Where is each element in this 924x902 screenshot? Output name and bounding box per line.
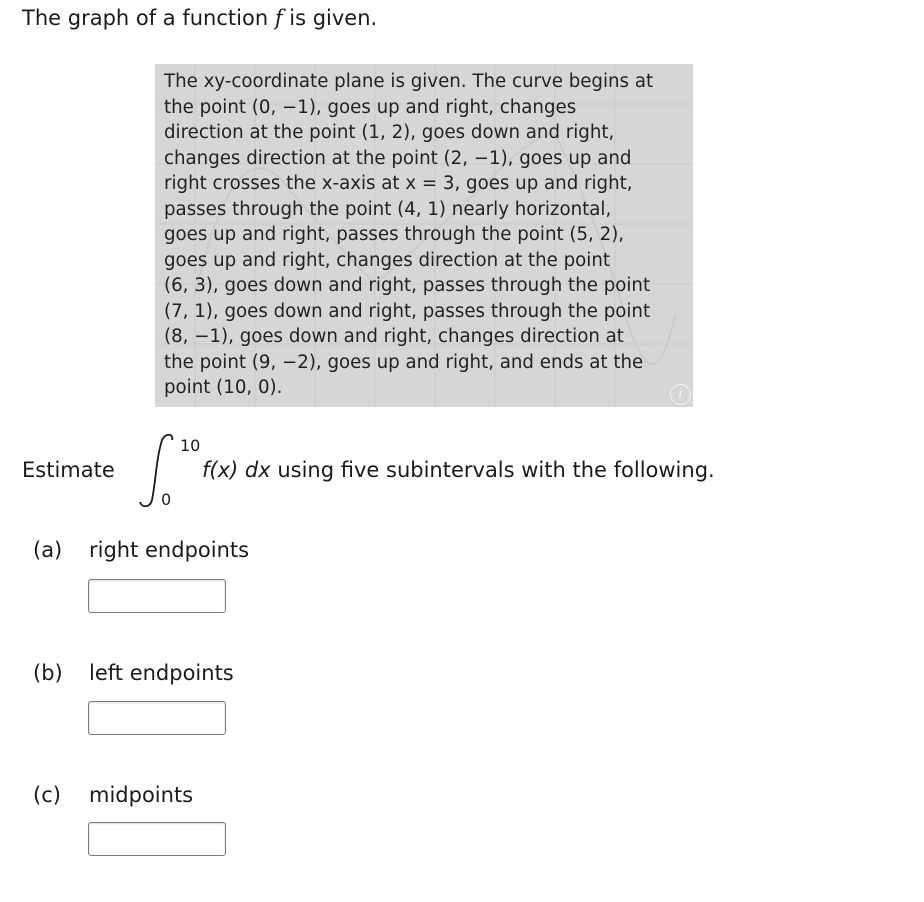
part-a-answer-input[interactable] [88, 579, 226, 613]
lower-limit: 0 [161, 490, 172, 509]
description-line: goes up and right, changes direction at the point [164, 249, 611, 271]
description-line: goes up and right, passes through the point (5, 2), [164, 224, 625, 245]
estimate-label: Estimate [22, 458, 115, 482]
description-line: (7, 1), goes down and right, passes through the point [164, 300, 651, 322]
integrand-fx: f(x) [202, 458, 239, 482]
part-a-text: right endpoints [89, 538, 250, 562]
description-line: direction at the point (1, 2), goes down and right, [164, 122, 615, 143]
intro-text: The graph of a function [22, 6, 275, 30]
intro-text-end: is given. [282, 6, 378, 30]
description-line: point (10, 0). [164, 377, 283, 398]
part-c-answer-input[interactable] [88, 822, 226, 856]
upper-limit: 10 [180, 436, 201, 455]
part-b-answer-input[interactable] [88, 701, 226, 735]
integrand [202, 458, 715, 482]
description-line: right crosses the x-axis at x = 3, goes up and right, [164, 173, 633, 194]
description-line: The xy-coordinate plane is given. The curve begins at [164, 71, 654, 92]
part-c-text: midpoints [89, 783, 194, 807]
part-b-label [33, 661, 234, 685]
part-a-label [33, 538, 249, 562]
graph-alt-text-box [155, 64, 693, 407]
integral-question [22, 430, 902, 510]
part-a-letter: (a) [33, 538, 63, 562]
question-rest: using five subintervals with the following. [270, 458, 715, 482]
description-line: passes through the point (4, 1) nearly horizontal, [164, 198, 612, 220]
integrand-dx: dx [244, 458, 271, 482]
part-c-letter: (c) [33, 783, 61, 807]
info-icon[interactable]: i [670, 384, 691, 405]
part-c-label [33, 783, 193, 807]
description-line: (8, −1), goes down and right, changes direction at [164, 326, 624, 347]
description-line: the point (0, −1), goes up and right, changes [164, 96, 577, 118]
part-b-text: left endpoints [89, 661, 234, 685]
part-b-letter: (b) [33, 661, 63, 685]
function-symbol: f [274, 6, 283, 30]
description-line: the point (9, −2), goes up and right, and ends at the [164, 351, 644, 373]
graph-description [164, 69, 689, 401]
description-line: (6, 3), goes down and right, passes through the point [164, 275, 651, 296]
description-line: changes direction at the point (2, −1), goes up and [164, 147, 632, 169]
problem-intro [22, 6, 377, 30]
